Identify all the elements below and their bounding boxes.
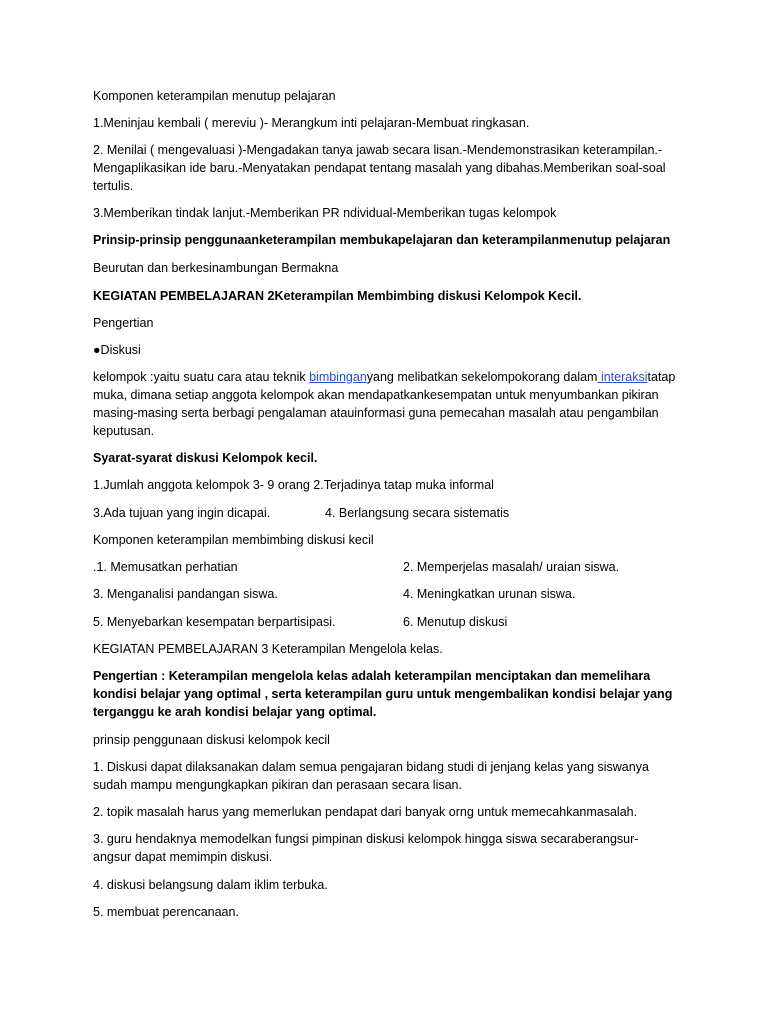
paragraph-beurutan: Beurutan dan berkesinambungan Bermakna: [93, 261, 339, 275]
paragraph-pengertian-kelas: Pengertian : Keterampilan mengelola kelas adalah keterampilan menciptakan dan memelihara kondisi belajar yang optimal , serta keterampilan guru untuk mengembalikan kondisi belajar yang terganggu ke arah kondisi belajar yang optimal.: [93, 669, 673, 719]
komponen-3: 3. Menganalisi pandangan siswa.: [93, 587, 278, 601]
heading-prinsip-diskusi: prinsip penggunaan diskusi kelompok kecil: [93, 733, 330, 747]
prinsip-item-4: 4. diskusi belangsung dalam iklim terbuka.: [93, 878, 328, 892]
paragraph-diskusi: ●Diskusi: [93, 343, 141, 357]
heading-prinsip: Prinsip-prinsip penggunaanketerampilan membukapelajaran dan keterampilanmenutup pelajaran: [93, 233, 671, 247]
heading-syarat: Syarat-syarat diskusi Kelompok kecil.: [93, 451, 318, 465]
definisi-text-a: kelompok :yaitu suatu cara atau teknik: [93, 370, 310, 384]
link-interaksi[interactable]: interaksi: [597, 370, 648, 384]
komponen-row-1: [93, 558, 678, 576]
heading-komponen-menutup: Komponen keterampilan menutup pelajaran: [93, 89, 336, 103]
paragraph-item-3: 3.Memberikan tindak lanjut.-Memberikan PR ndividual-Memberikan tugas kelompok: [93, 206, 557, 220]
definisi-text-b: yang melibatkan sekelompokorang dalam: [366, 370, 598, 384]
paragraph-item-2: 2. Menilai ( mengevaluasi )-Mengadakan tanya jawab secara lisan.-Mendemonstrasikan keterampilan.-Mengaplikasikan ide baru.-Menyatakan pendapat tentang masalah yang dibahas.Memberikan soal-soal tertulis.: [93, 143, 666, 193]
komponen-6: 6. Menutup diskusi: [403, 615, 508, 629]
syarat-row-1: 1.Jumlah anggota kelompok 3- 9 orang 2.Terjadinya tatap muka informal: [93, 478, 494, 492]
komponen-row-2: [93, 585, 678, 603]
paragraph-item-1: 1.Meninjau kembali ( mereviu )- Merangkum inti pelajaran-Membuat ringkasan.: [93, 116, 530, 130]
definisi-text-c: tatap muka, dimana setiap anggota kelompok akan mendapatkankesempatan untuk menyumbankan pikiran masing-masing serta berbagi pengalaman atauinformasi guna pemecahan masalah atau pengambilan keputusan.: [93, 370, 676, 438]
prinsip-item-2: 2. topik masalah harus yang memerlukan pendapat dari banyak orng untuk memecahkanmasalah.: [93, 805, 638, 819]
prinsip-item-3: 3. guru hendaknya memodelkan fungsi pimpinan diskusi kelompok hingga siswa secaraberangsur-angsur dapat memimpin diskusi.: [93, 832, 639, 864]
heading-kegiatan-3: KEGIATAN PEMBELAJARAN 3 Keterampilan Mengelola kelas.: [93, 642, 443, 656]
komponen-2: 2. Memperjelas masalah/ uraian siswa.: [403, 560, 620, 574]
heading-komponen-membimbing: Komponen keterampilan membimbing diskusi kecil: [93, 533, 374, 547]
paragraph-pengertian: Pengertian: [93, 316, 154, 330]
komponen-5: 5. Menyebarkan kesempatan berpartisipasi.: [93, 615, 336, 629]
paragraph-definisi-kelompok: [93, 368, 678, 440]
komponen-4: 4. Meningkatkan urunan siswa.: [403, 587, 576, 601]
komponen-1: .1. Memusatkan perhatian: [93, 560, 238, 574]
syarat-row-2: [93, 504, 678, 522]
link-bimbingan[interactable]: bimbingan: [309, 370, 367, 384]
syarat-4: 4. Berlangsung secara sistematis: [325, 506, 510, 520]
heading-kegiatan-2: KEGIATAN PEMBELAJARAN 2Keterampilan Membimbing diskusi Kelompok Kecil.: [93, 289, 582, 303]
prinsip-item-5: 5. membuat perencanaan.: [93, 905, 239, 919]
syarat-3: 3.Ada tujuan yang ingin dicapai.: [93, 506, 271, 520]
komponen-row-3: [93, 613, 678, 631]
prinsip-item-1: 1. Diskusi dapat dilaksanakan dalam semua pengajaran bidang studi di jenjang kelas yang siswanya sudah mampu mengungkapkan pikiran dan perasaan secara lisan.: [93, 760, 649, 792]
